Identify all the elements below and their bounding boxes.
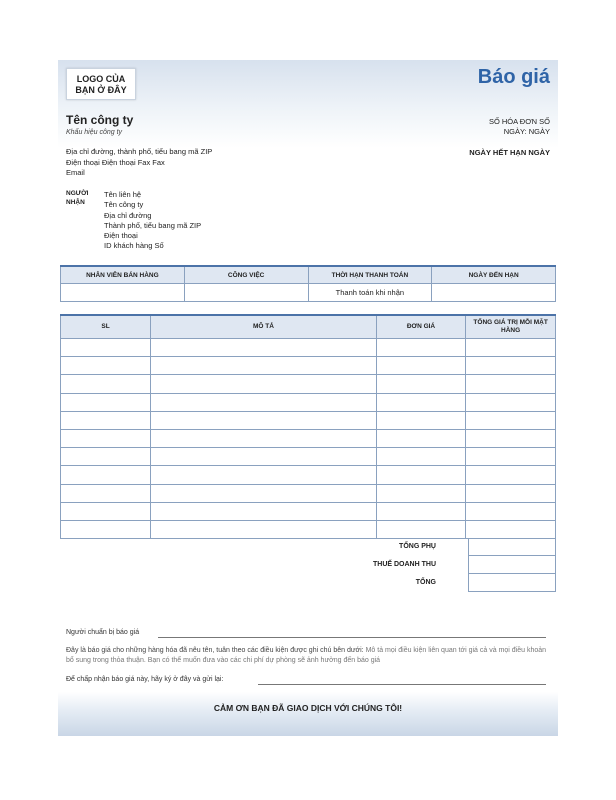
line-total-cell[interactable] — [466, 520, 556, 538]
recipient-label-line-2: NHẬN — [66, 199, 85, 206]
invoice-number: SỐ HÓA ĐƠN SỐ — [488, 117, 550, 126]
terms-main: Đây là báo giá cho những hàng hóa đã nêu tên, tuân theo các điều kiện được ghi chú bên dưới: — [66, 647, 364, 654]
description-cell[interactable] — [151, 357, 377, 375]
quantity-cell[interactable] — [61, 502, 151, 520]
terms-extra: Mô tả mọi điều kiện liên quan tới giá cả và mọi điều khoản bổ sung trong thỏa thuận. Bạn có thể muốn đưa vào các chi phí dự phòng sẽ ảnh hưởng đến báo giá — [66, 647, 547, 664]
total-cell[interactable] — [468, 574, 556, 592]
quantity-cell[interactable] — [61, 429, 151, 447]
document-title: Báo giá — [477, 66, 550, 88]
terms-text — [66, 646, 552, 666]
tax-cell[interactable] — [468, 556, 556, 574]
unit-price-cell[interactable] — [376, 393, 466, 411]
header-job: CÔNG VIỆC — [184, 266, 308, 284]
company-phone-fax: Điện thoại Điện thoại Fax Fax — [66, 157, 165, 167]
header-quantity: SL — [61, 315, 151, 339]
item-row — [61, 411, 556, 429]
recipient-block — [104, 190, 201, 252]
item-row — [61, 429, 556, 447]
unit-price-cell[interactable] — [376, 375, 466, 393]
item-row — [61, 484, 556, 502]
line-total-cell[interactable] — [466, 339, 556, 357]
items-table — [60, 314, 556, 539]
unit-price-cell[interactable] — [376, 520, 466, 538]
header-line-total: TỔNG GIÁ TRỊ MỖI MẶT HÀNG — [466, 315, 556, 339]
recipient-customer-id: ID khách hàng Số — [104, 241, 164, 251]
line-total-cell[interactable] — [466, 502, 556, 520]
recipient-contact-name: Tên liên hệ — [104, 190, 142, 199]
line-total-cell[interactable] — [466, 484, 556, 502]
item-row — [61, 466, 556, 484]
item-row — [61, 393, 556, 411]
thank-you-message: CẢM ƠN BẠN ĐÃ GIAO DỊCH VỚI CHÚNG TÔI! — [213, 703, 403, 713]
company-email: Email — [66, 168, 85, 177]
due-date-cell[interactable] — [432, 284, 556, 302]
unit-price-cell[interactable] — [376, 502, 466, 520]
quantity-cell[interactable] — [61, 484, 151, 502]
item-row — [61, 339, 556, 357]
total-label: TỔNG — [415, 579, 436, 586]
order-info-value-row — [61, 284, 556, 302]
description-cell[interactable] — [151, 448, 377, 466]
line-total-cell[interactable] — [466, 466, 556, 484]
description-cell[interactable] — [151, 502, 377, 520]
company-contact-block — [66, 147, 212, 179]
recipient-label-line-1: NGƯỜI — [66, 190, 89, 197]
description-cell[interactable] — [151, 520, 377, 538]
order-info-table — [60, 265, 556, 302]
quote-page — [58, 60, 558, 736]
quantity-cell[interactable] — [61, 448, 151, 466]
invoice-meta — [489, 117, 550, 137]
unit-price-cell[interactable] — [376, 429, 466, 447]
subtotal-cell[interactable] — [468, 538, 556, 556]
recipient-label — [66, 189, 89, 207]
logo-placeholder — [66, 68, 136, 100]
line-total-cell[interactable] — [466, 448, 556, 466]
recipient-city: Thành phố, tiểu bang mã ZIP — [104, 220, 202, 230]
line-total-cell[interactable] — [466, 393, 556, 411]
header-payment-terms: THỜI HẠN THANH TOÁN — [308, 266, 432, 284]
subtotal-label: TỔNG PHỤ — [399, 543, 436, 550]
footer-gradient-band — [58, 692, 558, 736]
tax-label: THUẾ DOANH THU — [373, 561, 436, 568]
item-row — [61, 502, 556, 520]
item-row — [61, 448, 556, 466]
unit-price-cell[interactable] — [376, 466, 466, 484]
line-total-cell[interactable] — [466, 375, 556, 393]
header-salesperson: NHÂN VIÊN BÁN HÀNG — [61, 266, 185, 284]
item-row — [61, 357, 556, 375]
logo-line-1: LOGO CỦA — [76, 74, 126, 84]
item-row — [61, 520, 556, 538]
recipient-company: Tên công ty — [104, 200, 144, 210]
accept-label: Để chấp nhận báo giá này, hãy ký ở đây và gửi lại: — [66, 676, 224, 683]
description-cell[interactable] — [151, 411, 377, 429]
company-name: Tên công ty — [66, 113, 134, 127]
unit-price-cell[interactable] — [376, 484, 466, 502]
header-description: MÔ TẢ — [151, 315, 377, 339]
unit-price-cell[interactable] — [376, 339, 466, 357]
payment-terms-cell[interactable]: Thanh toán khi nhận — [308, 284, 432, 302]
accept-signature-line[interactable] — [258, 684, 546, 685]
quantity-cell[interactable] — [61, 357, 151, 375]
recipient-street: Địa chỉ đường — [104, 210, 152, 220]
quantity-cell[interactable] — [61, 375, 151, 393]
item-row — [61, 375, 556, 393]
job-cell[interactable] — [184, 284, 308, 302]
quantity-cell[interactable] — [61, 520, 151, 538]
company-slogan: Khẩu hiệu công ty — [66, 129, 123, 136]
quantity-cell[interactable] — [61, 411, 151, 429]
items-header-row — [61, 315, 556, 339]
order-info-header-row — [61, 266, 556, 284]
invoice-date: NGÀY: NGÀY — [503, 127, 550, 136]
line-total-cell[interactable] — [466, 357, 556, 375]
quantity-cell[interactable] — [61, 466, 151, 484]
prepared-by-signature-line[interactable] — [158, 637, 546, 638]
header-unit-price: ĐƠN GIÁ — [376, 315, 466, 339]
quantity-cell[interactable] — [61, 339, 151, 357]
recipient-phone: Điện thoại — [104, 231, 138, 241]
salesperson-cell[interactable] — [61, 284, 185, 302]
unit-price-cell[interactable] — [376, 411, 466, 429]
line-total-cell[interactable] — [466, 429, 556, 447]
line-total-cell[interactable] — [466, 411, 556, 429]
logo-line-2: BẠN Ở ĐÂY — [75, 85, 127, 95]
unit-price-cell[interactable] — [376, 448, 466, 466]
description-cell[interactable] — [151, 466, 377, 484]
company-address: Địa chỉ đường, thành phố, tiểu bang mã ZIP — [66, 147, 213, 156]
description-cell[interactable] — [151, 339, 377, 357]
description-cell[interactable] — [151, 484, 377, 502]
description-cell[interactable] — [151, 375, 377, 393]
header-due-date: NGÀY ĐẾN HẠN — [432, 266, 556, 284]
unit-price-cell[interactable] — [376, 357, 466, 375]
description-cell[interactable] — [151, 393, 377, 411]
prepared-by-label: Người chuẩn bị báo giá — [66, 629, 140, 636]
description-cell[interactable] — [151, 429, 377, 447]
quantity-cell[interactable] — [61, 393, 151, 411]
expiry-date: NGÀY HẾT HẠN NGÀY — [469, 148, 550, 157]
